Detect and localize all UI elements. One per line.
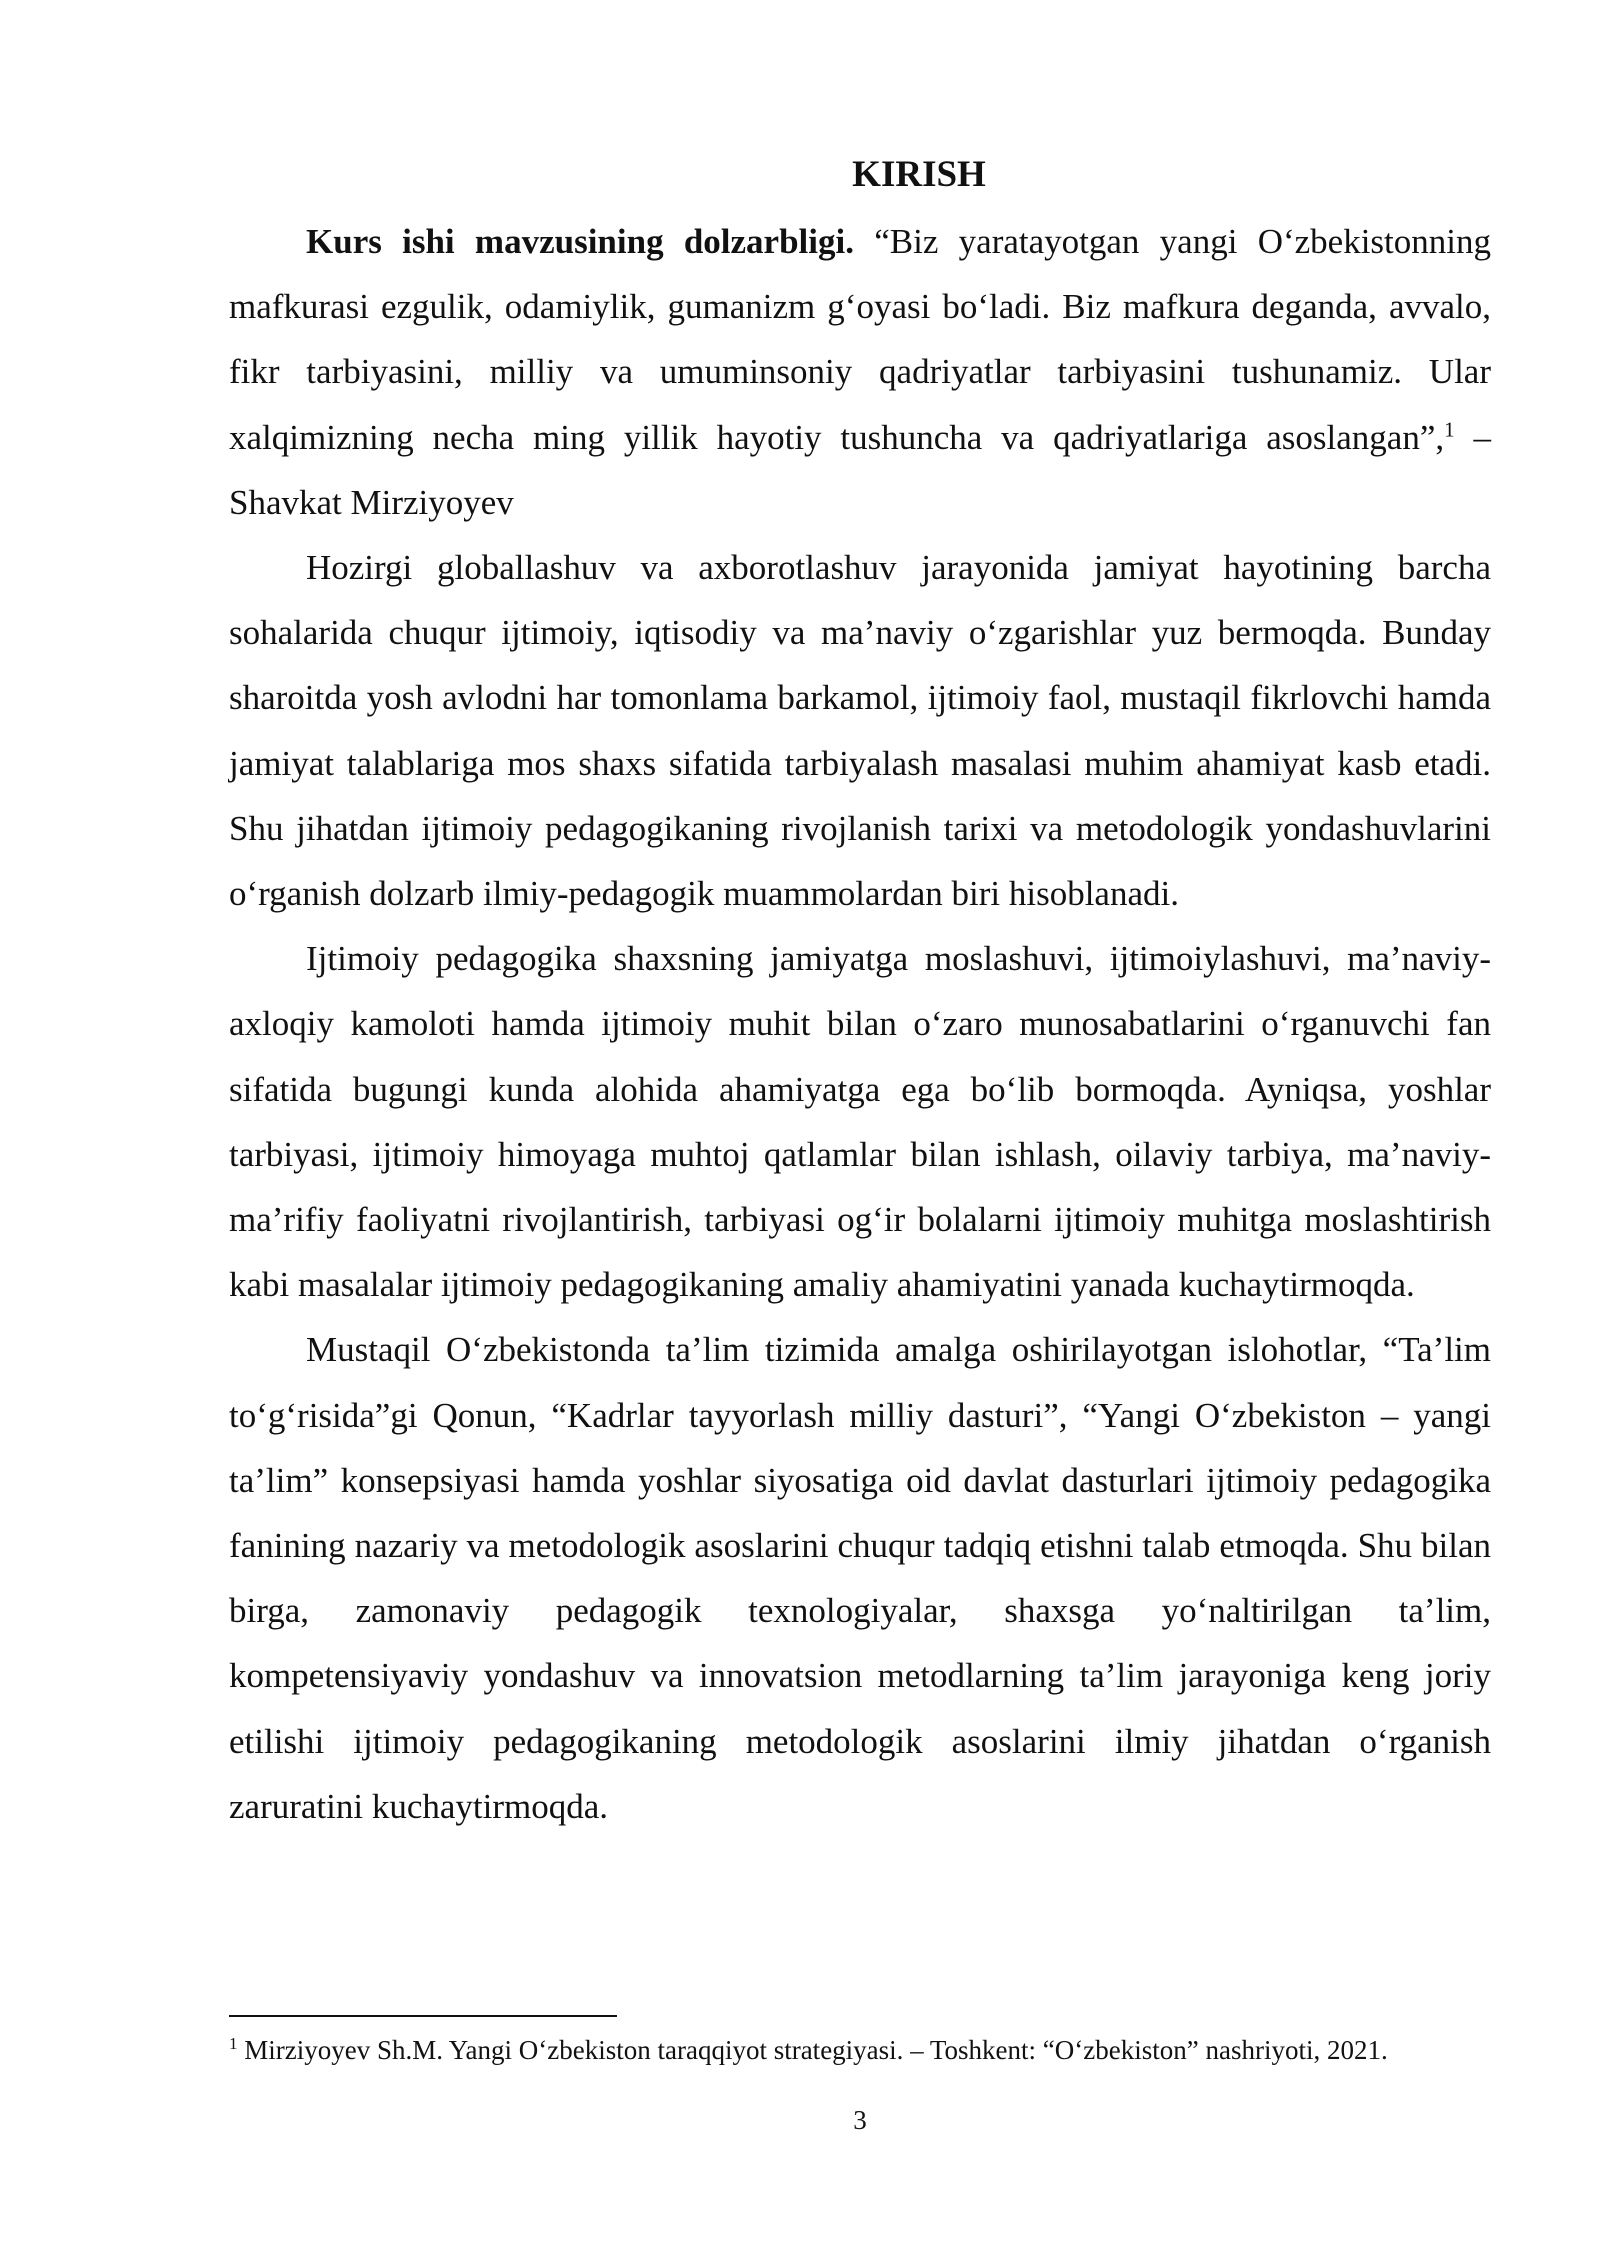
quote-text: “Biz yaratayotgan yangi O‘zbekistonning mafkurasi ezgulik, odamiylik, gumanizm g‘oyasi bo‘ladi. Biz mafkura deganda, avvalo, fikr tarbiyasini, milliy va umuminsoniy qadriyatlar tarbiyasini tushunamiz. Ular xalqimizning necha ming yillik hayotiy tushuncha va qadriyatlariga asoslangan”, [229, 222, 1491, 457]
paragraph-relevance [229, 209, 1491, 535]
footnote-divider [229, 2015, 617, 2017]
page-number: 3 [853, 2105, 867, 2135]
footnote [229, 2026, 1491, 2068]
paragraph-lead: Kurs ishi mavzusining dolzarbligi. [306, 222, 854, 261]
footnote-text: Mirziyoyev Sh.M. Yangi O‘zbekiston taraqqiyot strategiyasi. – Toshkent: “O‘zbekiston” nashriyoti, 2021. [237, 2035, 1388, 2065]
footnote-reference[interactable]: 1 [1444, 416, 1455, 441]
page-body [229, 145, 1491, 1839]
paragraph-reforms: Mustaqil O‘zbekistonda ta’lim tizimida amalga oshirilayotgan islohotlar, “Ta’lim to‘g‘risida”gi Qonun, “Kadrlar tayyorlash milliy dasturi”, “Yangi O‘zbekiston – yangi ta’lim” konsepsiyasi hamda yoshlar siyosatiga oid davlat dasturlari ijtimoiy pedagogika fanining nazariy va metodologik asoslarini chuqur tadqiq etishni talab etmoqda. Shu bilan birga, zamonaviy pedagogik texnologiyalar, shaxsga yo‘naltirilgan ta’lim, kompetensiyaviy yondashuv va innovatsion metodlarning ta’lim jarayoniga keng joriy etilishi ijtimoiy pedagogikaning metodologik asoslarini ilmiy jihatdan o‘rganish zaruratini kuchaytirmoqda. [229, 1330, 1491, 1826]
paragraph-social-pedagogy: Ijtimoiy pedagogika shaxsning jamiyatga moslashuvi, ijtimoiylashuvi, ma’naviy-axloqiy kamoloti hamda ijtimoiy muhit bilan o‘zaro munosabatlarini o‘rganuvchi fan sifatida bugungi kunda alohida ahamiyatga ega bo‘lib bormoqda. Ayniqsa, yoshlar tarbiyasi, ijtimoiy himoyaga muhtoj qatlamlar bilan ishlash, oilaviy tarbiya, ma’naviy-ma’rifiy faoliyatni rivojlantirish, tarbiyasi og‘ir bolalarni ijtimoiy muhitga moslashtirish kabi masalalar ijtimoiy pedagogikaning amaliy ahamiyatini yanada kuchaytirmoqda. [229, 939, 1491, 1305]
quote-attribution: – Shavkat Mirziyoyev [229, 417, 1491, 522]
footnote-marker: 1 [229, 2034, 238, 2053]
section-heading: KIRISH [852, 154, 986, 195]
paragraph-globalization: Hozirgi globallashuv va axborotlashuv jarayonida jamiyat hayotining barcha sohalarida chuqur ijtimoiy, iqtisodiy va ma’naviy o‘zgarishlar yuz bermoqda. Bunday sharoitda yosh avlodni har tomonlama barkamol, ijtimoiy faol, mustaqil fikrlovchi hamda jamiyat talablariga mos shaxs sifatida tarbiyalash masalasi muhim ahamiyat kasb etadi. Shu jihatdan ijtimoiy pedagogikaning rivojlanish tarixi va metodologik yondashuvlarini o‘rganish dolzarb ilmiy-pedagogik muammolardan biri hisoblanadi. [229, 548, 1491, 914]
